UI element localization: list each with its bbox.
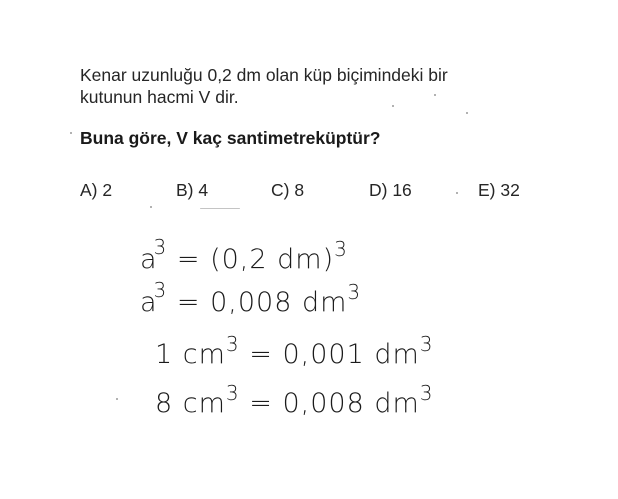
hw1-rhs: = (0,2 dm) [176, 244, 335, 275]
option-e: E) 32 [478, 180, 520, 200]
handwritten-line-3 [155, 332, 434, 370]
question-text-line-2: kutunun hacmi V dir. [80, 87, 239, 107]
scan-speck [200, 208, 240, 209]
hw3-rhs: = 0,001 dm [249, 339, 420, 370]
hw1-lhs: a [140, 244, 158, 275]
hw3-exp2: 3 [419, 332, 434, 356]
handwritten-line-1 [140, 235, 348, 275]
question-prompt: Buna göre, V kaç santimetreküptür? [80, 128, 381, 148]
hw2-exp1: 3 [153, 278, 168, 302]
scan-speck [466, 112, 468, 114]
scan-speck [434, 94, 436, 96]
hw3-lhs: 1 cm [155, 339, 226, 370]
question-text-line-1: Kenar uzunluğu 0,2 dm olan küp biçimindeki bir [80, 65, 448, 85]
hw2-lhs: a [140, 287, 158, 318]
option-a: A) 2 [80, 180, 113, 200]
scan-speck [150, 206, 152, 208]
hw3-exp1: 3 [225, 332, 240, 356]
hw4-lhs: 8 cm [155, 388, 226, 419]
scan-speck [456, 192, 458, 194]
scan-speck [70, 132, 72, 134]
hw1-exp1: 3 [153, 235, 168, 259]
scan-speck [116, 398, 118, 400]
hw4-exp2: 3 [419, 381, 434, 405]
hw4-exp1: 3 [225, 381, 240, 405]
scan-speck [392, 105, 394, 107]
option-c: C) 8 [271, 180, 305, 200]
hw2-rhs: = 0,008 dm [176, 287, 348, 318]
handwritten-line-4 [155, 381, 434, 419]
hw1-exp2: 3 [334, 237, 348, 261]
option-b: B) 4 [176, 180, 209, 200]
handwritten-line-2 [140, 278, 362, 318]
hw4-rhs: = 0,008 dm [249, 388, 420, 419]
hw2-exp2: 3 [347, 280, 362, 304]
option-d: D) 16 [369, 180, 412, 200]
